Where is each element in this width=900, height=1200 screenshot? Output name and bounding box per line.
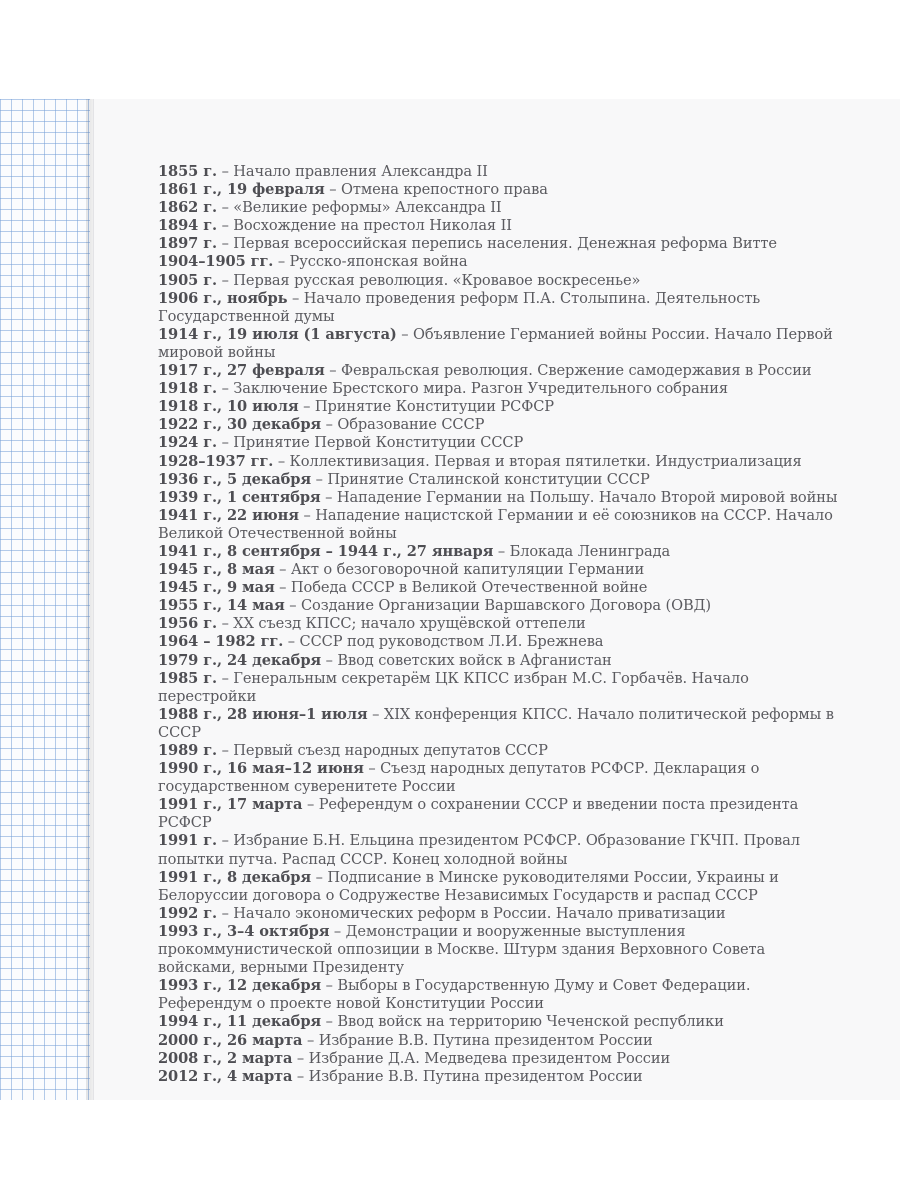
- timeline-date: 1936 г., 5 декабря: [158, 470, 312, 488]
- timeline-entry: [158, 742, 838, 760]
- timeline-entry: [158, 543, 838, 561]
- graph-paper-strip: [0, 99, 90, 1100]
- timeline-date: 1990 г., 16 мая–12 июня: [158, 760, 364, 778]
- timeline-event: – Создание Организации Варшавского Договора (ОВД): [284, 597, 711, 615]
- timeline-event: – «Великие реформы» Александра II: [217, 199, 502, 217]
- timeline-entry: [158, 905, 838, 923]
- timeline-date: 1924 г.: [158, 434, 218, 452]
- timeline-entry: [158, 652, 838, 670]
- timeline-date: 1964 – 1982 гг.: [158, 633, 284, 651]
- timeline-date: 1945 г., 8 мая: [158, 561, 275, 579]
- timeline-entry: [158, 561, 838, 579]
- timeline-event: – Ввод войск на территорию Чеченской республики: [321, 1013, 724, 1031]
- timeline-date: 1894 г.: [158, 217, 218, 235]
- timeline-event: – Отмена крепостного права: [324, 181, 548, 199]
- timeline-event: – Победа СССР в Великой Отечественной войне: [274, 579, 648, 597]
- timeline-event: – XX съезд КПСС; начало хрущёвской оттепели: [217, 615, 586, 633]
- timeline-entry: [158, 398, 838, 416]
- timeline-date: 1905 г.: [158, 271, 218, 289]
- timeline-date: 1941 г., 8 сентября – 1944 г., 27 января: [158, 542, 494, 560]
- history-timeline: [158, 163, 838, 1086]
- timeline-entry: [158, 832, 838, 868]
- timeline-date: 1993 г., 12 декабря: [158, 977, 322, 995]
- timeline-entry: [158, 416, 838, 434]
- timeline-event: – Избрание Б.Н. Ельцина президентом РСФСР. Образование ГКЧП. Провал попытки путча. Распад СССР. Конец холодной войны: [158, 832, 800, 868]
- timeline-entry: [158, 362, 838, 380]
- timeline-date: 2000 г., 26 марта: [158, 1031, 303, 1049]
- timeline-date: 1992 г.: [158, 904, 218, 922]
- timeline-date: 1861 г., 19 февраля: [158, 181, 325, 199]
- timeline-event: – Коллективизация. Первая и вторая пятилетки. Индустриализация: [273, 452, 802, 470]
- timeline-entry: [158, 579, 838, 597]
- timeline-event: – Принятие Конституции РСФСР: [298, 398, 555, 416]
- timeline-date: 1989 г.: [158, 742, 218, 759]
- timeline-entry: [158, 471, 838, 489]
- timeline-event: – Заключение Брестского мира. Разгон Учредительного собрания: [217, 380, 729, 398]
- timeline-entry: [158, 235, 838, 253]
- timeline-entry: [158, 217, 838, 235]
- timeline-entry: [158, 507, 838, 543]
- timeline-date: 1956 г.: [158, 615, 218, 633]
- timeline-event: – Русско-японская война: [273, 253, 468, 271]
- timeline-entry: [158, 796, 838, 832]
- timeline-entry: [158, 1068, 838, 1086]
- timeline-entry: [158, 597, 838, 615]
- timeline-event: – Первая всероссийская перепись населения. Денежная реформа Витте: [217, 235, 777, 253]
- timeline-date: 1994 г., 11 декабря: [158, 1013, 322, 1031]
- timeline-date: 1985 г.: [158, 669, 218, 687]
- timeline-event: – Избрание В.В. Путина президентом России: [302, 1031, 653, 1049]
- timeline-date: 1928–1937 гг.: [158, 452, 274, 470]
- timeline-date: 1979 г., 24 декабря: [158, 651, 322, 669]
- timeline-event: – Начало правления Александра II: [217, 163, 488, 180]
- timeline-entry: [158, 272, 838, 290]
- timeline-entry: [158, 977, 838, 1013]
- timeline-event: – Избрание В.В. Путина президентом России: [292, 1067, 643, 1085]
- timeline-date: 1941 г., 22 июня: [158, 506, 299, 524]
- timeline-entry: [158, 1050, 838, 1068]
- timeline-entry: [158, 453, 838, 471]
- timeline-event: – Начало проведения реформ П.А. Столыпина. Деятельность Государственной думы: [158, 289, 761, 325]
- timeline-date: 1991 г., 8 декабря: [158, 868, 312, 886]
- timeline-date: 1917 г., 27 февраля: [158, 362, 325, 380]
- timeline-entry: [158, 760, 838, 796]
- timeline-entry: [158, 633, 838, 651]
- timeline-date: 1906 г., ноябрь: [158, 289, 288, 307]
- timeline-date: 1945 г., 9 мая: [158, 579, 275, 597]
- timeline-event: – Акт о безоговорочной капитуляции Германии: [274, 561, 645, 579]
- timeline-date: 1955 г., 14 мая: [158, 597, 285, 615]
- timeline-event: – Съезд народных депутатов РСФСР. Декларация о государственном суверенитете России: [158, 760, 760, 796]
- timeline-entry: [158, 434, 838, 452]
- timeline-entry: [158, 290, 838, 326]
- timeline-entry: [158, 869, 838, 905]
- timeline-entry: [158, 615, 838, 633]
- timeline-event: – Нападение Германии на Польшу. Начало Второй мировой войны: [320, 488, 838, 506]
- timeline-date: 1914 г., 19 июля (1 августа): [158, 325, 397, 343]
- timeline-event: – Избрание Д.А. Медведева президентом России: [292, 1049, 671, 1067]
- timeline-entry: [158, 1032, 838, 1050]
- timeline-entry: [158, 670, 838, 706]
- timeline-entry: [158, 489, 838, 507]
- timeline-event: – Первый съезд народных депутатов СССР: [217, 742, 548, 759]
- timeline-event: – Генеральным секретарём ЦК КПСС избран М.С. Горбачёв. Начало перестройки: [158, 669, 749, 705]
- timeline-entry: [158, 199, 838, 217]
- timeline-date: 2012 г., 4 марта: [158, 1067, 293, 1085]
- timeline-event: – Первая русская революция. «Кровавое воскресенье»: [217, 271, 641, 289]
- timeline-event: – Ввод советских войск в Афганистан: [321, 651, 612, 669]
- timeline-event: – Объявление Германией войны России. Начало Первой мировой войны: [158, 325, 833, 361]
- timeline-date: 1922 г., 30 декабря: [158, 416, 322, 434]
- timeline-date: 1918 г., 10 июля: [158, 398, 299, 416]
- timeline-event: – XIX конференция КПСС. Начало политической реформы в СССР: [158, 705, 834, 741]
- timeline-entry: [158, 253, 838, 271]
- timeline-date: 1862 г.: [158, 199, 218, 217]
- timeline-event: – Начало экономических реформ в России. Начало приватизации: [217, 904, 726, 922]
- timeline-event: – Выборы в Государственную Думу и Совет Федерации. Референдум о проекте новой Конституции России: [158, 977, 751, 1013]
- timeline-event: – Демонстрации и вооруженные выступления прокоммунистической оппозиции в Москве. Штурм здания Верховного Совета войсками, верными Президенту: [158, 922, 766, 977]
- timeline-date: 1897 г.: [158, 235, 218, 253]
- timeline-entry: [158, 163, 838, 181]
- timeline-event: – Образование СССР: [321, 416, 485, 434]
- timeline-event: – Нападение нацистской Германии и её союзников на СССР. Начало Великой Отечественной войны: [158, 506, 833, 542]
- timeline-event: – СССР под руководством Л.И. Брежнева: [283, 633, 604, 651]
- timeline-entry: [158, 326, 838, 362]
- timeline-event: – Февральская революция. Свержение самодержавия в России: [324, 362, 812, 380]
- timeline-event: – Референдум о сохранении СССР и введении поста президента РСФСР: [158, 796, 799, 832]
- timeline-event: – Восхождение на престол Николая II: [217, 217, 512, 235]
- timeline-date: 1918 г.: [158, 380, 218, 398]
- timeline-entry: [158, 923, 838, 977]
- timeline-event: – Принятие Сталинской конституции СССР: [311, 470, 650, 488]
- timeline-date: 2008 г., 2 марта: [158, 1049, 293, 1067]
- timeline-date: 1991 г., 17 марта: [158, 796, 303, 814]
- timeline-event: – Блокада Ленинграда: [493, 542, 671, 560]
- timeline-date: 1904–1905 гг.: [158, 253, 274, 271]
- timeline-entry: [158, 1013, 838, 1031]
- timeline-entry: [158, 380, 838, 398]
- timeline-entry: [158, 706, 838, 742]
- timeline-date: 1993 г., 3–4 октября: [158, 922, 330, 940]
- timeline-event: – Принятие Первой Конституции СССР: [217, 434, 524, 452]
- timeline-date: 1939 г., 1 сентября: [158, 488, 321, 506]
- timeline-event: – Подписание в Минске руководителями России, Украины и Белоруссии договора о Содружестве Независимых Государств и распад СССР: [158, 868, 779, 904]
- timeline-date: 1855 г.: [158, 163, 218, 180]
- timeline-date: 1988 г., 28 июня–1 июля: [158, 705, 368, 723]
- timeline-entry: [158, 181, 838, 199]
- timeline-date: 1991 г.: [158, 832, 218, 850]
